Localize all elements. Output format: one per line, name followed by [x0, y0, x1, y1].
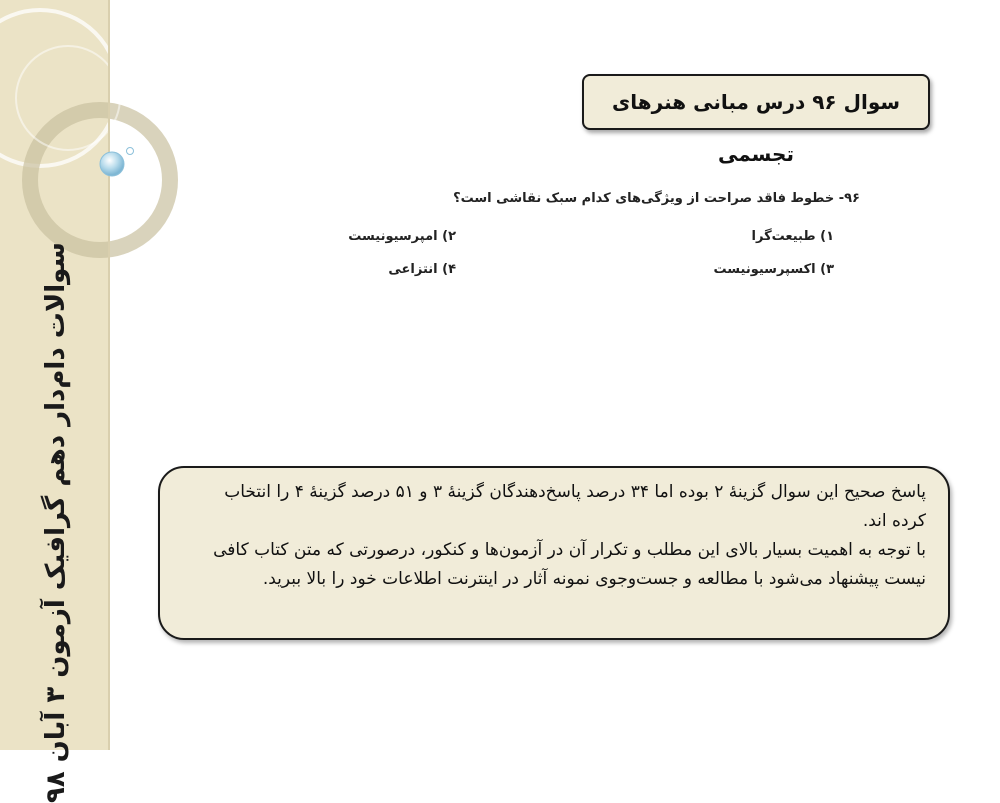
question-text: ۹۶- خطوط فاقد صراحت از ویژگی‌های کدام سبک نقاشی است؟: [453, 191, 860, 206]
answer-paragraph-2: با توجه به اهمیت بسیار بالای این مطلب و تکرار آن در آزمون‌ها و کنکور، درصورتی که متن کتاب کافی نیست پیشنهاد می‌شود با مطالعه و جست‌وجوی نمونه آثار در اینترنت اطلاعات خود را بالا ببرید.: [213, 540, 926, 589]
side-title: سوالات دام‌دار دهم گرافیک آزمون ۳ آبان ۹۸: [41, 242, 71, 803]
side-band: [0, 0, 110, 803]
answer-paragraph-1: پاسخ صحیح این سوال گزینهٔ ۲ بوده اما ۳۴ درصد پاسخ‌دهندگان گزینهٔ ۳ و ۵۱ درصد گزینهٔ ۴ را انتخاب کرده اند.: [224, 482, 926, 531]
option-3: ۳) اکسپرسیونیست: [713, 262, 834, 277]
bubble-decoration: [96, 140, 140, 184]
deco-ring-small: [16, 46, 120, 150]
answer-box: [158, 466, 950, 640]
bubble-small: [127, 148, 134, 155]
side-band-edge: [108, 0, 110, 750]
option-2: ۲) امپرسیونیست: [348, 229, 456, 244]
option-4: ۴) انتزاعی: [388, 262, 456, 277]
option-1: ۱) طبیعت‌گرا: [751, 229, 834, 244]
page-title: سوال ۹۶ درس مبانی هنرهای تجسمی: [611, 90, 901, 166]
title-box: [582, 74, 930, 166]
bubble-large: [100, 152, 124, 176]
decorative-circles: [0, 0, 140, 260]
